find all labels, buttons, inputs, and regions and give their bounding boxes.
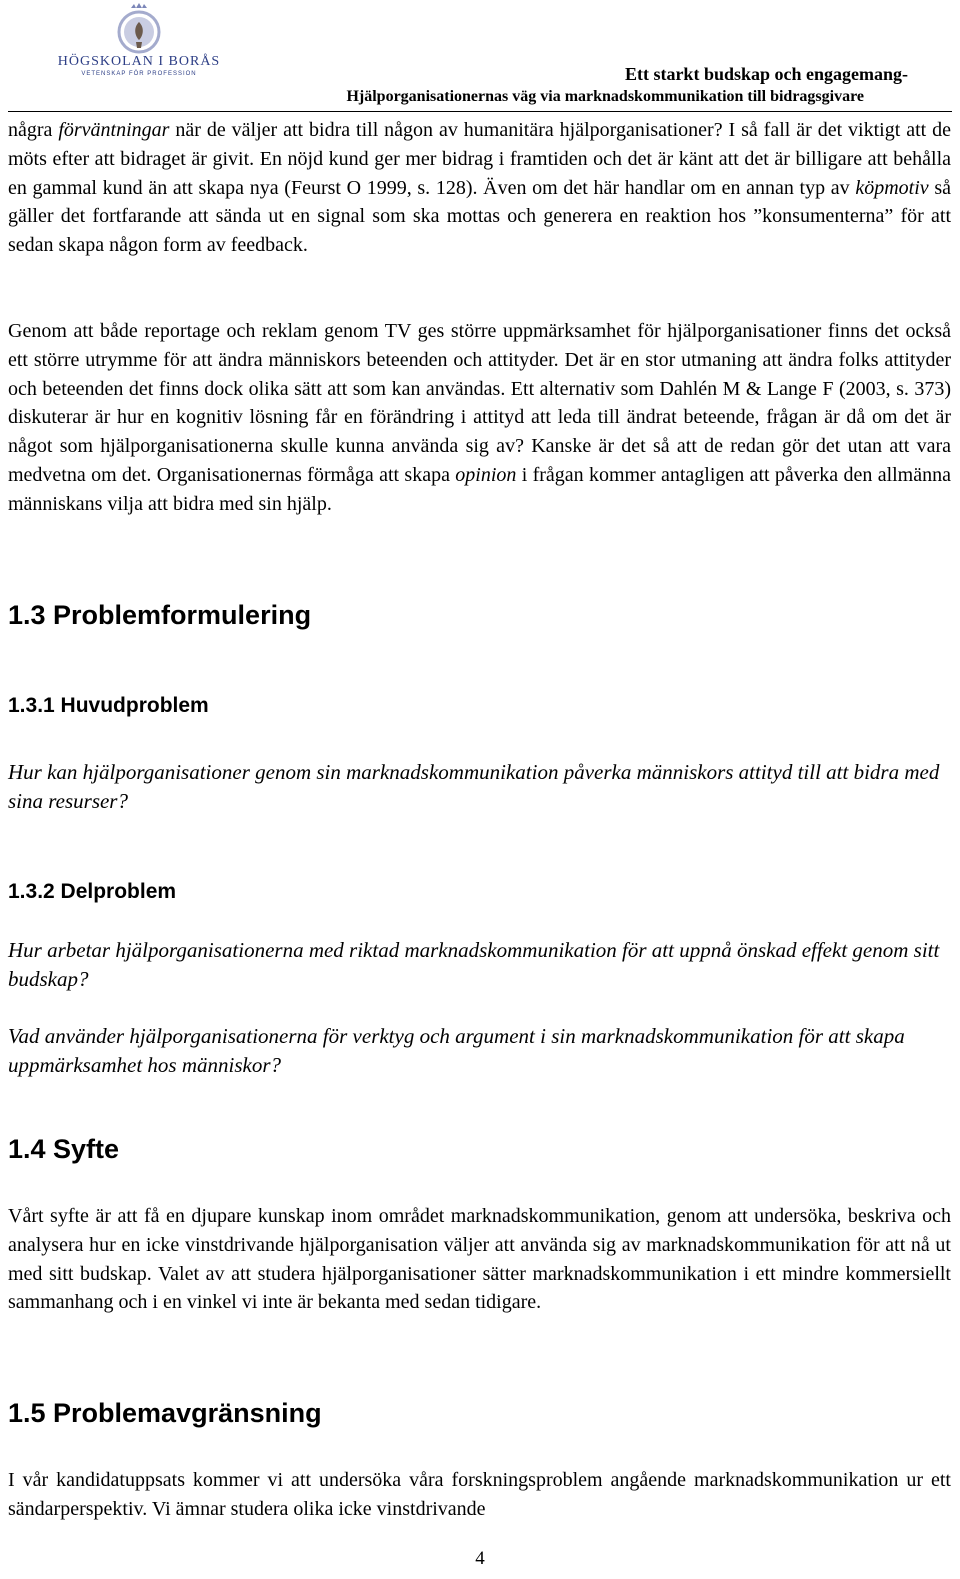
crest-icon <box>114 2 164 56</box>
main-research-question <box>8 758 951 816</box>
para1-text-a: några <box>8 119 59 141</box>
paragraph-syfte <box>8 1202 951 1317</box>
running-header-subtitle: Hjälporganisationernas väg via marknadskommunikation till bidragsgivare <box>346 88 864 105</box>
syfte-text: Vårt syfte är att få en djupare kunskap inom området marknadskommunikation, genom att undersöka, beskriva och analysera hur en icke vinstdrivande hjälporganisation väljer att använda sig av marknadskommunikation för att nå ut med sitt budskap. Valet av att studera hjälporganisationer sätter marknadskommunikation i ett mindre kommersiellt sammanhang och i en vinkel vi inte är bekanta med sedan tidigare. <box>8 1205 951 1314</box>
heading-problemavgransning <box>8 1398 951 1429</box>
sub-question-2 <box>8 1022 951 1080</box>
heading-1-3: 1.3 Problemformulering <box>8 600 312 630</box>
heading-1-3-2: 1.3.2 Delproblem <box>8 880 177 903</box>
para1-emphasis-a: förväntningar <box>58 119 170 141</box>
university-logo <box>52 2 226 80</box>
question-sub-1: Hur arbetar hjälporganisationerna med riktad marknadskommunikation för att uppnå önskad effekt genom sitt budskap? <box>8 938 940 991</box>
heading-1-5: 1.5 Problemavgränsning <box>8 1398 322 1428</box>
para2-text-a: Genom att både reportage och reklam genom TV ges större uppmärksamhet för hjälporganisationer finns det också ett större utrymme för att ändra människors beteenden och attityder. Det är en stor utmaning att ändra folks attityder och beteenden det finns dock olika sätt att som kan användas. Ett alternativ som Dahlén M & Lange F (2003, s. 373) diskuterar är hur en kognitiv lösning får en förändring i attityd att leda till ändrat beteende, frågan är då om det är något som hjälporganisationerna skulle kunna använda sig av? Kanske är det så att de redan gör det utan att vara medvetna om det. Organisationernas förmåga att skapa <box>8 320 951 486</box>
heading-1-4: 1.4 Syfte <box>8 1134 120 1164</box>
para1-text-c: så gäller det fortfarande att sända ut en signal som ska mottas och generera en reaktion hos ”konsumenterna” för att sedan skapa någon form av feedback. <box>8 176 951 257</box>
paragraph-avgransning <box>8 1466 951 1524</box>
avgransning-text: I vår kandidatuppsats kommer vi att undersöka våra forskningsproblem angående marknadskommunikation ur ett sändarperspektiv. Vi ämnar studera olika icke vinstdrivande <box>8 1469 951 1520</box>
question-sub-2: Vad använder hjälporganisationerna för verktyg och argument i sin marknadskommunikation för att skapa uppmärksamhet hos människor? <box>8 1024 905 1077</box>
para1-emphasis-b: köpmotiv <box>855 176 929 199</box>
running-header-title: Ett starkt budskap och engagemang- <box>624 64 908 84</box>
para2-emphasis: opinion <box>455 463 517 486</box>
heading-problemformulering <box>8 600 951 631</box>
heading-1-3-1: 1.3.1 Huvudproblem <box>8 694 209 717</box>
question-main: Hur kan hjälporganisationer genom sin marknadskommunikation påverka människors attityd till att bidra med sina resurser? <box>8 760 940 813</box>
para2-text-b: i frågan kommer antagligen att påverka den allmänna människans vilja att bidra med sin hjälp. <box>8 463 951 515</box>
page-number: 4 <box>475 1548 485 1569</box>
sub-question-1 <box>8 936 951 994</box>
header-divider <box>8 111 952 112</box>
paragraph-attitudes <box>8 317 951 519</box>
heading-syfte <box>8 1134 951 1165</box>
paragraph-intro <box>8 116 951 260</box>
logo-tagline: VETENSKAP FÖR PROFESSION <box>81 71 197 77</box>
heading-delproblem <box>8 880 951 904</box>
heading-huvudproblem <box>8 694 951 718</box>
logo-name: HÖGSKOLAN I BORÅS <box>57 54 221 69</box>
para1-text-b: när de väljer att bidra till någon av humanitära hjälporganisationer? I så fall är det viktigt att de möts efter att bidraget är givit. En nöjd kund ger mer bidrag i framtiden och det är känt att det är billigare att behålla en gammal kund än att skapa nya (Feurst O 1999, s. 128). Även om det här handlar om en annan typ av <box>8 119 951 199</box>
